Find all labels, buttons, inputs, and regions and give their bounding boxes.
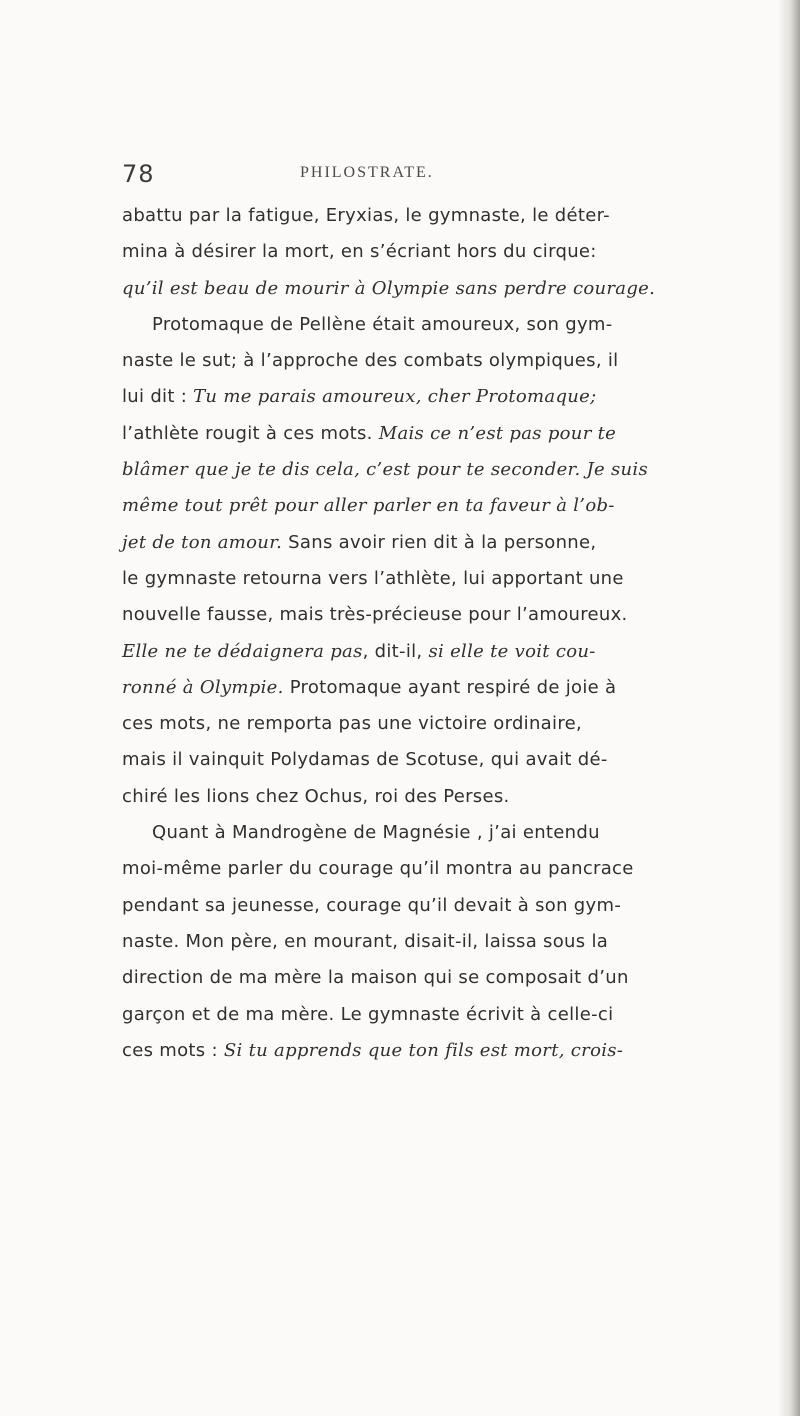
text-line (122, 1033, 722, 1069)
italic-text: ronné à Olympie. (122, 676, 284, 698)
text-line (122, 670, 722, 706)
roman-text: l’athlète rougit à ces mots. (122, 422, 379, 444)
text-line (122, 198, 722, 234)
text-line (122, 851, 722, 887)
text-line (122, 706, 722, 742)
roman-text: , dit-il, (362, 640, 429, 662)
italic-text: si elle te voit cou- (428, 640, 596, 662)
roman-text: moi-même parler du courage qu’il montra au pancrace (122, 858, 634, 880)
text-line (122, 742, 722, 778)
text-line (122, 597, 722, 633)
page-number: 78 (122, 160, 155, 188)
italic-text: Mais ce n’est pas pour te (378, 422, 617, 444)
roman-text: Protomaque de Pellène était amoureux, son gym- (152, 313, 613, 335)
text-line (122, 234, 722, 270)
text-line (122, 525, 722, 561)
text-line (122, 488, 722, 524)
roman-text: mina à désirer la mort, en s’écriant hors du cirque: (122, 241, 597, 263)
roman-text: naste le sut; à l’approche des combats olympiques, il (122, 350, 619, 372)
roman-text: Quant à Mandrogène de Magnésie , j’ai entendu (152, 822, 600, 844)
text-line (122, 815, 722, 851)
roman-text: Protomaque ayant respiré de joie à (283, 676, 617, 698)
text-line (122, 343, 722, 379)
roman-text: ces mots : (122, 1039, 224, 1061)
roman-text: lui dit : (122, 386, 194, 408)
italic-text: Si tu apprends que ton fils est mort, crois- (223, 1039, 624, 1061)
italic-text: qu’il est beau de mourir à Olympie sans perdre courage. (122, 277, 656, 299)
text-line (122, 379, 722, 415)
text-line (122, 779, 722, 815)
text-line (122, 307, 722, 343)
italic-text: blâmer que je te dis cela, c’est pour te seconder. Je suis (122, 459, 649, 481)
roman-text: naste. Mon père, en mourant, disait-il, laissa sous la (122, 930, 609, 952)
roman-text: pendant sa jeunesse, courage qu’il devait à son gym- (122, 894, 622, 916)
text-line (122, 997, 722, 1033)
text-line (122, 634, 722, 670)
roman-text: garçon et de ma mère. Le gymnaste écrivit à celle-ci (122, 1003, 614, 1025)
text-line (122, 271, 722, 307)
text-line (122, 924, 722, 960)
roman-text: direction de ma mère la maison qui se composait d’un (122, 967, 629, 989)
roman-text: mais il vainquit Polydamas de Scotuse, qui avait dé- (122, 749, 608, 771)
roman-text: le gymnaste retourna vers l’athlète, lui apportant une (122, 567, 624, 589)
text-line (122, 452, 722, 488)
text-line (122, 561, 722, 597)
italic-text: même tout prêt pour aller parler en ta faveur à l’ob- (122, 495, 615, 517)
text-line (122, 888, 722, 924)
roman-text: chiré les lions chez Ochus, roi des Perses. (122, 785, 510, 807)
roman-text: nouvelle fausse, mais très-précieuse pour l’amoureux. (122, 604, 628, 626)
italic-text: jet de ton amour. (122, 531, 283, 553)
running-head: PHILOSTRATE. (300, 164, 434, 181)
text-line (122, 416, 722, 452)
roman-text: Sans avoir rien dit à la personne, (282, 531, 597, 553)
page-edge-shadow (778, 0, 800, 1416)
roman-text: abattu par la fatigue, Eryxias, le gymnaste, le déter- (122, 205, 610, 226)
text-line (122, 960, 722, 996)
body-text (122, 198, 722, 1069)
italic-text: Elle ne te dédaignera pas (122, 640, 363, 662)
roman-text: ces mots, ne remporta pas une victoire ordinaire, (122, 713, 583, 735)
italic-text: Tu me parais amoureux, cher Protomaque; (193, 386, 597, 408)
